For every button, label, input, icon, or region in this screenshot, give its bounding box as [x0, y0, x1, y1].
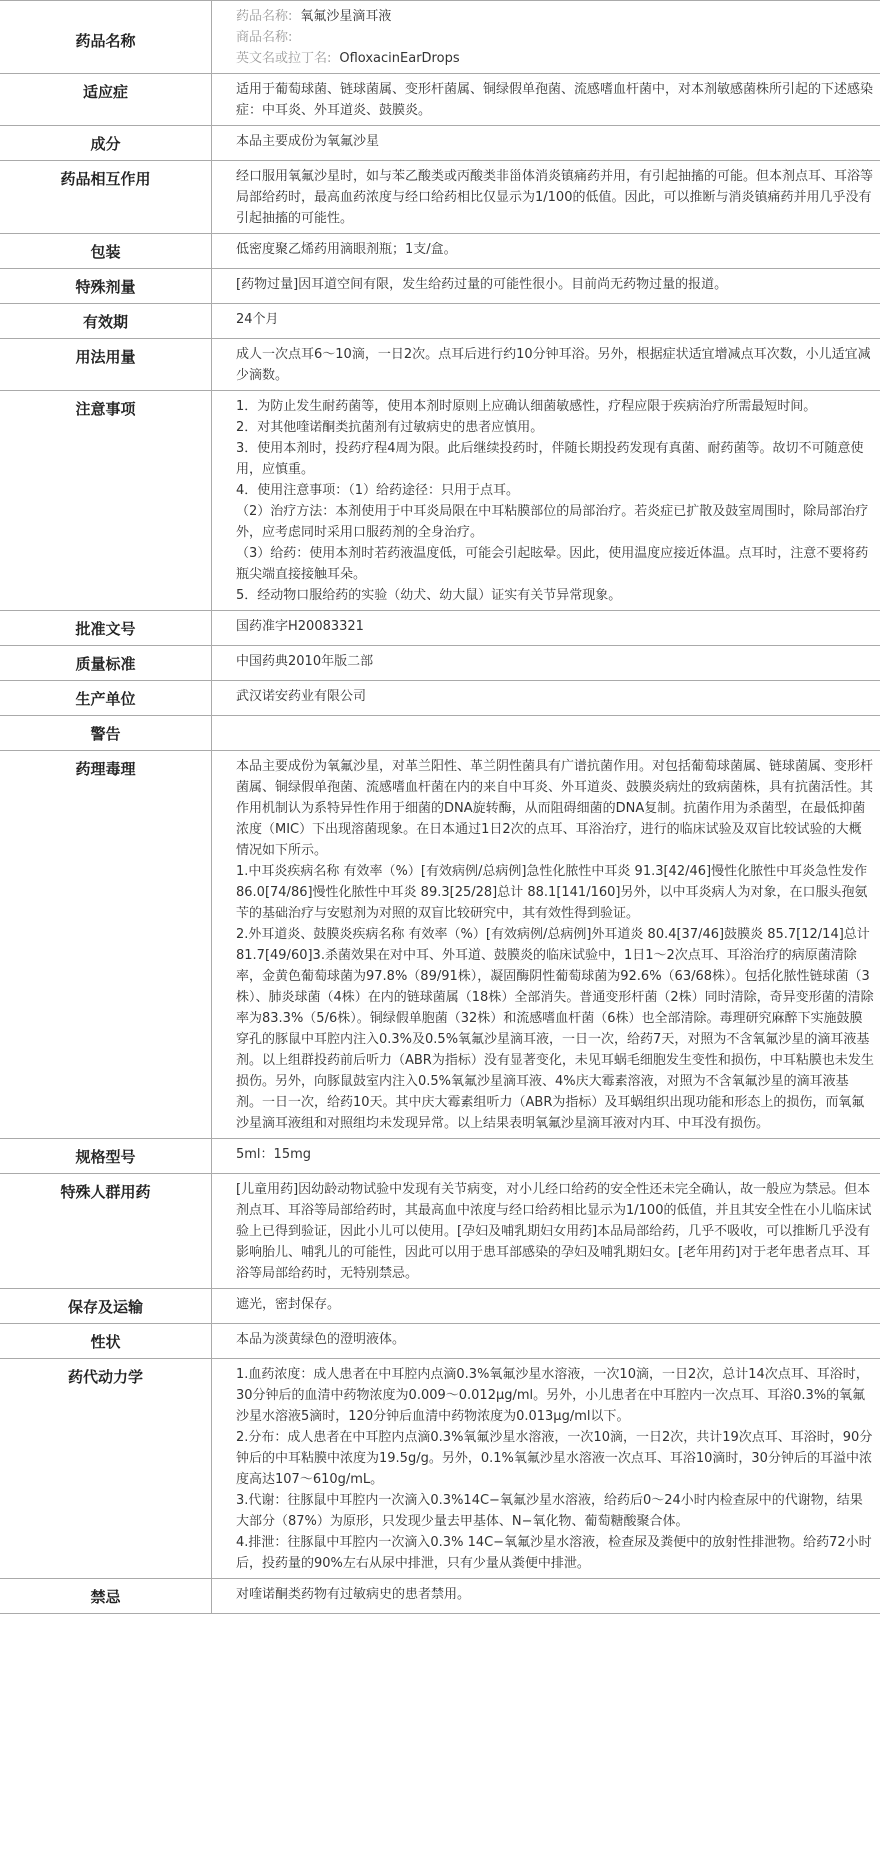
row-paragraph: 1．为防止发生耐药菌等，使用本剂时原则上应确认细菌敏感性，疗程应限于疾病治疗所需最短时间。 [236, 399, 817, 414]
generic-name-line [236, 6, 874, 27]
row-paragraph: 2.外耳道炎、鼓膜炎疾病名称 有效率（%）[有效病例/总病例]外耳道炎 80.4[37/46]鼓膜炎 85.7[12/14]总计 81.7[49/60]3.杀菌效果在对中耳、外耳道、鼓膜炎的临床试验中，1日1～2次点耳、耳浴治疗的病原菌清除率，金黄色葡萄球菌为97.8%（89/91株），凝固酶阴性葡萄球菌为92.6%（63/68株）。包括化脓性链球菌（3株）、肺炎球菌（4株）在内的链球菌属（18株）全部消失。普通变形杆菌（2株）同时清除，奇异变形菌的清除率为83.3%（5/6株）。铜绿假单胞菌（32株）和流感嗜血杆菌（6株）也全部清除。毒理研究麻醉下实施鼓膜穿孔的豚鼠中耳腔内注入0.3%及0.5%氧氟沙星滴耳液，一日一次，给药7天，对照为不含氧氟沙星的滴耳液基剂。以上组群投药前后听力（ABR为指标）没有显著变化，未见耳蜗毛细胞发生变性和损伤，中耳粘膜也未发生损伤。另外，向豚鼠鼓室内注入0.5%氧氟沙星滴耳液、4%庆大霉素溶液，对照为不含氧氟沙星的滴耳液基剂。一日一次，给药10天。其中庆大霉素组听力（ABR为指标）及耳蜗组织出现功能和形态上的损伤，而氧氟沙星滴耳液组和对照组均未发现异常。以上结果表明氧氟沙星滴耳液对内耳、中耳没有损伤。 [236, 927, 874, 1131]
row-warning [0, 716, 880, 751]
row-contraindications [0, 1579, 880, 1614]
row-paragraph: （2）治疗方法：本剂使用于中耳炎局限在中耳粘膜部位的局部治疗。若炎症已扩散及鼓室周围时，除局部治疗外，应考虑同时采用口服药剂的全身治疗。 [236, 504, 869, 540]
row-paragraph: 本品主要成份为氧氟沙星，对革兰阳性、革兰阴性菌具有广谱抗菌作用。对包括葡萄球菌属、链球菌属、变形杆菌属、铜绿假单孢菌、流感嗜血杆菌在内的来自中耳炎、外耳道炎、鼓膜炎病灶的致病菌株，具有抗菌活性。其作用机制认为系特异性作用于细菌的DNA旋转酶，从而阻碍细菌的DNA复制。抗菌作用为杀菌型，在最低抑菌浓度（MIC）下出现溶菌现象。在日本通过1日2次的点耳、耳浴治疗，进行的临床试验及双盲比较试验的大概情况如下所示。 [236, 759, 874, 858]
row-value [212, 234, 880, 269]
row-value [212, 646, 880, 681]
row-value [212, 1324, 880, 1359]
row-value [212, 1139, 880, 1174]
row-paragraph: 1.中耳炎疾病名称 有效率（%）[有效病例/总病例]急性化脓性中耳炎 91.3[42/46]慢性化脓性中耳炎急性发作 86.0[74/86]慢性化脓性中耳炎 89.3[25/28]总计 88.1[141/160]另外，以中耳炎病人为对象，在口服头孢氨苄的基础治疗与安慰剂为对照的双盲比较研究中，其有效性得到验证。 [236, 864, 868, 921]
row-pharmacology [0, 751, 880, 1139]
row-value [212, 161, 880, 234]
row-paragraph: [儿童用药]因幼龄动物试验中发现有关节病变，对小儿经口给药的安全性还未完全确认，故一般应为禁忌。但本剂点耳、耳浴等局部给药时，其最高血中浓度与经口给药相比显示为1/100的低值，并且其安全性在小儿临床试验上已得到验证，因此小儿可以使用。[孕妇及哺乳期妇女用药]本品局部给药，几乎不吸收，可以推断几乎没有影响胎儿、哺乳儿的可能性，因此可以用于患耳部感染的孕妇及哺乳期妇女。[老年用药]对于老年患者点耳、耳浴等局部给药时，无特别禁忌。 [236, 1182, 872, 1281]
row-label: 性状 [0, 1324, 212, 1359]
row-precautions [0, 391, 880, 611]
row-paragraph: 本品主要成份为氧氟沙星 [236, 134, 380, 149]
row-label: 特殊剂量 [0, 269, 212, 304]
row-label: 批准文号 [0, 611, 212, 646]
row-value [212, 74, 880, 126]
row-special-populations [0, 1174, 880, 1289]
row-paragraph: 成人一次点耳6～10滴，一日2次。点耳后进行约10分钟耳浴。另外，根据症状适宜增减点耳次数，小儿适宜减少滴数。 [236, 347, 871, 383]
row-paragraph: 2．对其他喹诺酮类抗菌剂有过敏病史的患者应慎用。 [236, 420, 544, 435]
row-paragraph: （3）给药：使用本剂时若药液温度低，可能会引起眩晕。因此，使用温度应接近体温。点耳时，注意不要将药瓶尖端直接接触耳朵。 [236, 546, 869, 582]
trade-name-line [236, 27, 874, 48]
row-value [212, 339, 880, 391]
row-value [212, 716, 880, 751]
generic-name-value: 氧氟沙星滴耳液 [300, 9, 392, 24]
generic-name-key: 药品名称: [236, 9, 293, 24]
row-paragraph: 遮光，密封保存。 [236, 1297, 341, 1312]
row-paragraph: 2.分布：成人患者在中耳腔内点滴0.3%氧氟沙星水溶液，一次10滴，一日2次，共计19次点耳、耳浴时，90分钟后的中耳粘膜中浓度为19.5g/g。另外，0.1%氧氟沙星水溶液一次点耳、耳浴10滴时，30分钟后的耳溢中浓度高达107～610g/mL。 [236, 1430, 873, 1487]
row-paragraph: 3．使用本剂时，投药疗程4周为限。此后继续投药时，伴随长期投药发现有真菌、耐药菌等。故切不可随意使用，应慎重。 [236, 441, 864, 477]
row-drug-name [0, 1, 880, 74]
row-paragraph: 武汉诺安药业有限公司 [236, 689, 367, 704]
row-paragraph: 经口服用氧氟沙星时，如与苯乙酸类或丙酸类非甾体消炎镇痛药并用，有引起抽搐的可能。但本剂点耳、耳浴等局部给药时，最高血药浓度与经口给药相比仅显示为1/100的低值。因此，可以推断与消炎镇痛药并用几乎没有引起抽搐的可能性。 [236, 169, 874, 226]
row-value [212, 1359, 880, 1579]
row-storage [0, 1289, 880, 1324]
row-paragraph: 对喹诺酮类药物有过敏病史的患者禁用。 [236, 1587, 471, 1602]
row-label: 特殊人群用药 [0, 1174, 212, 1289]
row-paragraph [236, 721, 874, 742]
row-value [212, 751, 880, 1139]
english-name-line [236, 48, 874, 69]
row-paragraph: 国药准字H20083321 [236, 619, 364, 634]
english-name-value: OfloxacinEarDrops [339, 51, 460, 66]
row-value [212, 611, 880, 646]
row-paragraph: [药物过量]因耳道空间有限，发生给药过量的可能性很小。目前尚无药物过量的报道。 [236, 277, 728, 292]
row-label: 药品相互作用 [0, 161, 212, 234]
row-label: 药理毒理 [0, 751, 212, 1139]
row-label: 成分 [0, 126, 212, 161]
row-specification [0, 1139, 880, 1174]
row-label: 适应症 [0, 74, 212, 126]
row-pharmacokinetics [0, 1359, 880, 1579]
row-value [212, 391, 880, 611]
row-paragraph: 1.血药浓度：成人患者在中耳腔内点滴0.3%氧氟沙星水溶液，一次10滴，一日2次，总计14次点耳、耳浴时，30分钟后的血清中药物浓度为0.009～0.012μg/ml。另外，小儿患者在中耳腔内一次点耳、耳浴0.3%的氧氟沙星水溶液5滴时，120分钟后血清中药物浓度为0.013μg/ml以下。 [236, 1367, 869, 1424]
row-value [212, 1, 880, 74]
row-shelf-life [0, 304, 880, 339]
row-paragraph: 5ml：15mg [236, 1147, 312, 1162]
row-paragraph: 4．使用注意事项：（1）给药途径：只用于点耳。 [236, 483, 520, 498]
row-label: 药代动力学 [0, 1359, 212, 1579]
row-label: 有效期 [0, 304, 212, 339]
row-paragraph: 5．经动物口服给药的实验（幼犬、幼大鼠）证实有关节异常现象。 [236, 588, 622, 603]
row-value [212, 269, 880, 304]
row-paragraph: 3.代谢：往豚鼠中耳腔内一次滴入0.3%14C−氧氟沙星水溶液，给药后0～24小时内检查尿中的代谢物，结果大部分（87%）为原形，只发现少量去甲基体、N−氧化物、葡萄糖酸聚合体。 [236, 1493, 863, 1529]
row-label: 药品名称 [0, 1, 212, 74]
row-label: 警告 [0, 716, 212, 751]
row-interactions [0, 161, 880, 234]
row-value [212, 1579, 880, 1614]
row-paragraph: 低密度聚乙烯药用滴眼剂瓶；1支/盒。 [236, 242, 457, 257]
row-paragraph: 适用于葡萄球菌、链球菌属、变形杆菌属、铜绿假单孢菌、流感嗜血杆菌中，对本剂敏感菌株所引起的下述感染症：中耳炎、外耳道炎、鼓膜炎。 [236, 82, 874, 118]
row-ingredients [0, 126, 880, 161]
row-label: 质量标准 [0, 646, 212, 681]
row-paragraph: 本品为淡黄绿色的澄明液体。 [236, 1332, 406, 1347]
row-value [212, 1289, 880, 1324]
english-name-key: 英文名或拉丁名: [236, 51, 332, 66]
row-dosage [0, 339, 880, 391]
row-value [212, 126, 880, 161]
row-packaging [0, 234, 880, 269]
trade-name-key: 商品名称: [236, 30, 293, 45]
row-approval-number [0, 611, 880, 646]
row-label: 保存及运输 [0, 1289, 212, 1324]
row-paragraph: 24个月 [236, 312, 279, 327]
row-value [212, 1174, 880, 1289]
row-label: 用法用量 [0, 339, 212, 391]
row-indications [0, 74, 880, 126]
row-overdose [0, 269, 880, 304]
row-paragraph: 4.排泄：往豚鼠中耳腔内一次滴入0.3% 14C−氧氟沙星水溶液，检查尿及粪便中的放射性排泄物。给药72小时后，投药量的90%左右从尿中排泄，只有少量从粪便中排泄。 [236, 1535, 872, 1571]
row-appearance [0, 1324, 880, 1359]
row-paragraph: 中国药典2010年版二部 [236, 654, 374, 669]
row-label: 注意事项 [0, 391, 212, 611]
row-label: 规格型号 [0, 1139, 212, 1174]
row-value [212, 304, 880, 339]
row-label: 禁忌 [0, 1579, 212, 1614]
row-label: 生产单位 [0, 681, 212, 716]
row-manufacturer [0, 681, 880, 716]
row-quality-standard [0, 646, 880, 681]
row-label: 包装 [0, 234, 212, 269]
row-value [212, 681, 880, 716]
